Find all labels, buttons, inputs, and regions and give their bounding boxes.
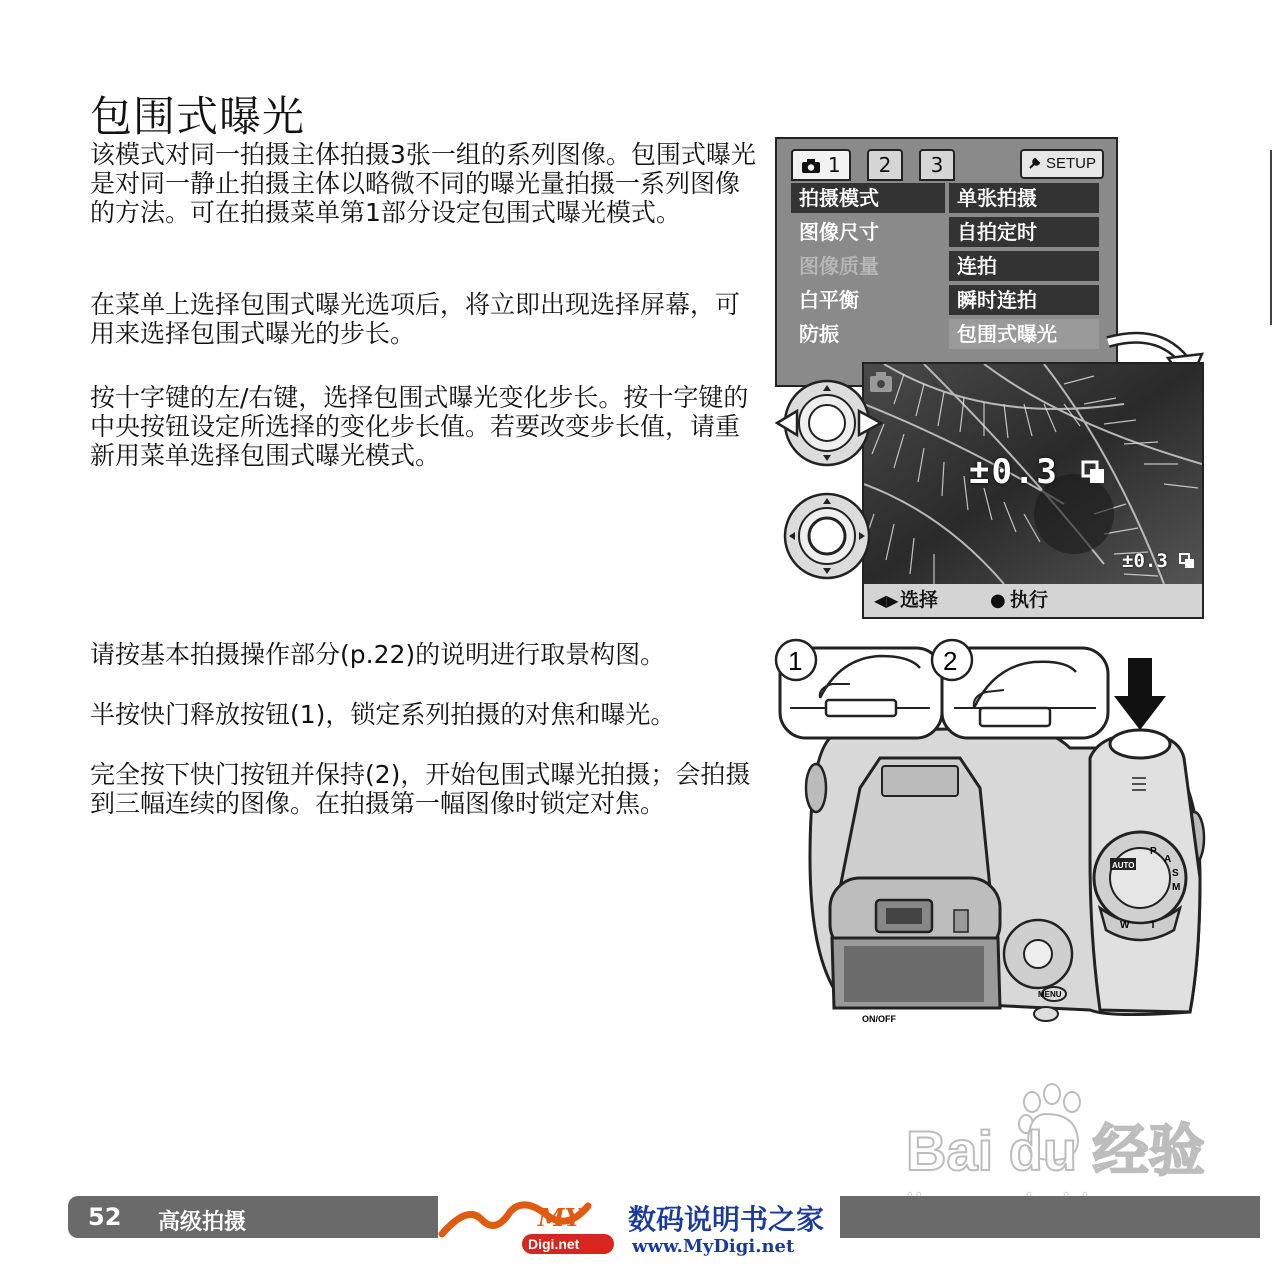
bracket-icon [1179, 550, 1195, 572]
center-button-icon: ● [990, 590, 1006, 611]
step-2-label: 2 [943, 646, 958, 676]
zoom-w: W [1120, 920, 1130, 931]
page-title: 包围式曝光 [90, 92, 306, 141]
full-press-paragraph: 完全按下快门按钮并保持(2)，开始包围式曝光拍摄；会拍摄到三幅连续的图像。在拍摄第一幅图像时锁定对焦。 [90, 760, 751, 818]
tab-label: 2 [878, 153, 892, 177]
menu-option[interactable]: 自拍定时 [949, 217, 1099, 247]
zoom-t: T [1150, 920, 1157, 931]
menu-row-label: 拍摄模式 [791, 183, 945, 213]
page-number: 52 [88, 1203, 122, 1231]
right-arrow-icon [859, 411, 881, 435]
menu-tab-bar [789, 149, 1104, 179]
footer-right-bar [840, 1196, 1260, 1238]
menu-option[interactable]: 单张拍摄 [949, 183, 1099, 213]
menu-option[interactable]: 连拍 [949, 251, 1099, 281]
mydigi-url-link[interactable]: www.MyDigi.net [632, 1236, 795, 1257]
tab-2[interactable] [867, 149, 903, 181]
tab-setup[interactable] [1020, 149, 1104, 179]
bracket-step-preview-screen [862, 362, 1204, 619]
tab-camera-1[interactable] [791, 149, 851, 181]
dial-m: M [1172, 882, 1181, 893]
bracket-step-value-large [969, 452, 1107, 492]
controller-center-diagram [783, 490, 873, 582]
step-selection-paragraph: 按十字键的左/右键，选择包围式曝光变化步长。按十字键的中央按钮设定所选择的变化步长值。若要改变步长值，请重新用菜单选择包围式曝光模式。 [90, 383, 749, 470]
page-edge-mark [1270, 150, 1272, 325]
menu-row-image-size[interactable] [791, 217, 1111, 247]
shutter-button-icon [1110, 730, 1170, 758]
select-label: 选择 [900, 589, 939, 611]
camera-icon [801, 153, 827, 177]
wrench-icon [1028, 155, 1046, 172]
tab-label: 1 [827, 153, 841, 177]
mydigi-logo-text: MY [538, 1203, 582, 1232]
dial-p: P [1150, 846, 1157, 857]
setup-label: SETUP [1045, 155, 1096, 172]
menu-row-white-balance[interactable] [791, 285, 1111, 315]
press-down-arrow-icon [1114, 696, 1166, 730]
camera-shutter-diagram [770, 638, 1220, 1038]
controller-left-right-diagram [775, 375, 885, 475]
execute-label: 执行 [1010, 589, 1049, 611]
onoff-label: ON/OFF [862, 1014, 896, 1024]
ev-value-text: ±0.3 [969, 452, 1059, 492]
section-title: 高级拍摄 [158, 1210, 247, 1235]
menu-row-shooting-mode[interactable] [791, 183, 1111, 213]
menu-option[interactable]: 瞬时连拍 [949, 285, 1099, 315]
ev-value-text: ±0.3 [1122, 550, 1168, 572]
footer-section-bar [68, 1196, 438, 1238]
intro-paragraph: 该模式对同一拍摄主体拍摄3张一组的系列图像。包围式曝光是对同一静止拍摄主体以略微不同的曝光量拍摄一系列图像的方法。可在拍摄菜单第1部分设定包围式曝光模式。 [90, 140, 756, 227]
step-1-label: 1 [788, 646, 803, 676]
mydigi-logo [438, 1196, 628, 1260]
camera-menu-screen [775, 137, 1118, 387]
menu-row-label: 防振 [799, 322, 839, 346]
preview-help-bar [864, 584, 1202, 617]
auto-label: AUTO [1112, 861, 1135, 870]
watermark-logo-text: Bai du 经验 [906, 1119, 1205, 1180]
dial-a: A [1164, 854, 1172, 865]
menu-selection-paragraph: 在菜单上选择包围式曝光选项后，将立即出现选择屏幕，可用来选择包围式曝光的步长。 [90, 290, 741, 348]
half-press-paragraph: 半按快门释放按钮(1)，锁定系列拍摄的对焦和曝光。 [90, 700, 676, 729]
tab-label: 3 [930, 153, 944, 177]
menu-row-label: 白平衡 [799, 288, 859, 312]
mydigi-badge-text: Digi.net [528, 1236, 580, 1252]
menu-row-label: 图像尺寸 [799, 220, 879, 244]
bracket-icon [1081, 452, 1107, 492]
baidu-jingyan-watermark-logo [906, 1080, 1206, 1184]
menu-row-label: 图像质量 [799, 254, 879, 278]
menu-row-anti-shake[interactable] [791, 319, 1111, 349]
left-right-arrows-icon: ◀▶ [874, 591, 899, 610]
menu-option-selected[interactable]: 包围式曝光 [949, 319, 1099, 349]
framing-paragraph: 请按基本拍摄操作部分(p.22)的说明进行取景构图。 [90, 640, 666, 669]
dial-s: S [1172, 868, 1179, 879]
tab-3[interactable] [919, 149, 955, 181]
mydigi-site-name[interactable]: 数码说明书之家 [628, 1203, 825, 1236]
menu-button-label: MENU [1038, 990, 1062, 999]
menu-row-image-quality[interactable] [791, 251, 1111, 281]
bracket-step-value-small [1122, 550, 1195, 572]
